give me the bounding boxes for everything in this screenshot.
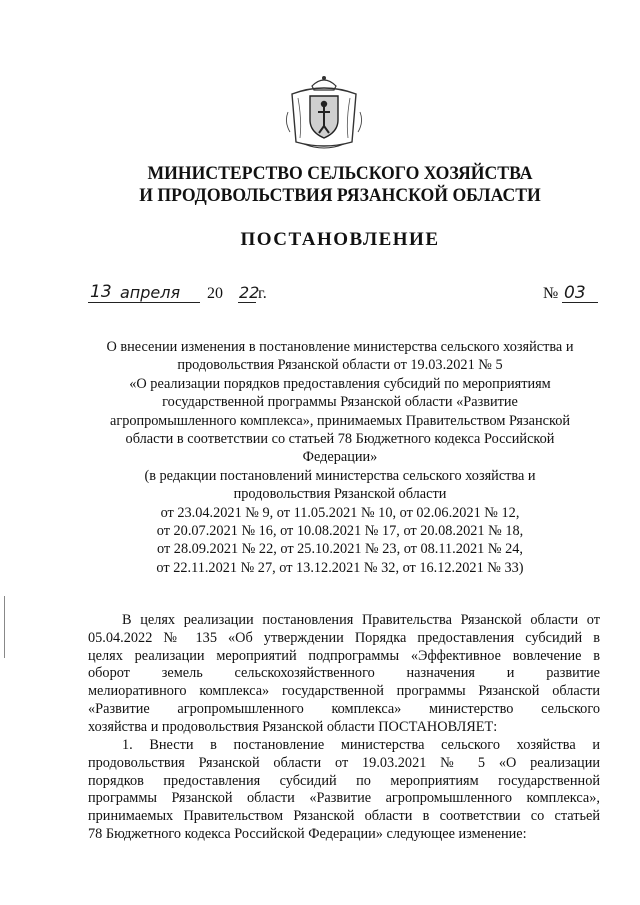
paragraph-line: хозяйства и продовольствия Рязанской области ПОСТАНОВЛЯЕТ: (88, 718, 498, 735)
paragraph-line: программы Рязанской области «Развитие агропромышленного комплекса», (88, 790, 600, 807)
page-edge-mark (4, 596, 5, 658)
date-year-suffix: 22 (239, 283, 260, 302)
paragraph-line: порядков предоставления субсидий по мероприятиям государственной (88, 772, 600, 789)
subject-line: от 28.09.2021 № 22, от 25.10.2021 № 23, от 08.11.2021 № 24, (157, 541, 523, 558)
year-underline (238, 302, 256, 303)
subject-line: (в редакции постановлений министерства сельского хозяйства и (144, 467, 536, 484)
date-month: апреля (120, 283, 181, 302)
item-1-paragraph (88, 737, 600, 844)
paragraph-line: В целях реализации постановления Правительства Рязанской области от (122, 612, 600, 628)
number-label: № (543, 285, 559, 302)
subject-line: от 20.07.2021 № 16, от 10.08.2021 № 17, от 20.08.2021 № 18, (156, 523, 524, 540)
subject-line: государственной программы Рязанской области «Развитие (162, 394, 518, 411)
ministry-name-line1: МИНИСТЕРСТВО СЕЛЬСКОГО ХОЗЯЙСТВА (147, 163, 533, 184)
date-underline (88, 302, 200, 303)
subject-line: от 22.11.2021 № 27, от 13.12.2021 № 32, от 16.12.2021 № 33) (156, 559, 524, 576)
paragraph-line: продовольствия Рязанской области от 19.03.2021 № 5 «О реализации (88, 754, 600, 771)
document-type-title: ПОСТАНОВЛЕНИЕ (240, 229, 440, 250)
paragraph-line: мелиоративного комплекса» государственной программы Рязанской области (88, 683, 600, 700)
preamble-paragraph (88, 612, 600, 737)
paragraph-line: 1. Внести в постановление министерства сельского хозяйства и (122, 737, 600, 753)
subject-line: агропромышленного комплекса», принимаемых Правительством Рязанской (109, 412, 570, 429)
paragraph-line: принимаемых Правительством Рязанской области в соответствии со статьей (88, 808, 600, 825)
document-subject (80, 338, 600, 577)
subject-line: Федерации» (302, 449, 378, 466)
number-underline (562, 302, 598, 303)
ministry-name-line2: И ПРОДОВОЛЬСТВИЯ РЯЗАНСКОЙ ОБЛАСТИ (139, 185, 541, 206)
subject-line: «О реализации порядков предоставления субсидий по мероприятиям (129, 375, 551, 392)
paragraph-line: 78 Бюджетного кодекса Российской Федерации» следующее изменение: (88, 825, 527, 842)
date-year-tail: г. (258, 285, 267, 302)
date-year-prefix: 20 (207, 285, 223, 302)
paragraph-line: целях реализации мероприятий подпрограммы «Эффективное вовлечение в (88, 647, 600, 664)
date-day: 13 (90, 282, 112, 302)
paragraph-line: «Развитие агропромышленного комплекса» министерство сельского (88, 700, 600, 717)
paragraph-line: 05.04.2022 № 135 «Об утверждении Порядка предоставления субсидий в (88, 629, 600, 646)
subject-line: продовольствия Рязанской области от 19.03.2021 № 5 (177, 357, 503, 374)
subject-line: продовольствия Рязанской области (233, 486, 447, 503)
subject-line: области в соответствии со статьей 78 Бюджетного кодекса Российской (125, 431, 555, 448)
subject-line: О внесении изменения в постановление министерства сельского хозяйства и (106, 339, 574, 355)
coat-of-arms-icon (282, 72, 366, 152)
document-number: 03 (564, 283, 586, 303)
paragraph-line: оборот земель сельскохозяйственного назначения и развитие (88, 665, 600, 682)
subject-line: от 23.04.2021 № 9, от 11.05.2021 № 10, от 02.06.2021 № 12, (160, 504, 520, 521)
date-number-row (88, 282, 608, 308)
